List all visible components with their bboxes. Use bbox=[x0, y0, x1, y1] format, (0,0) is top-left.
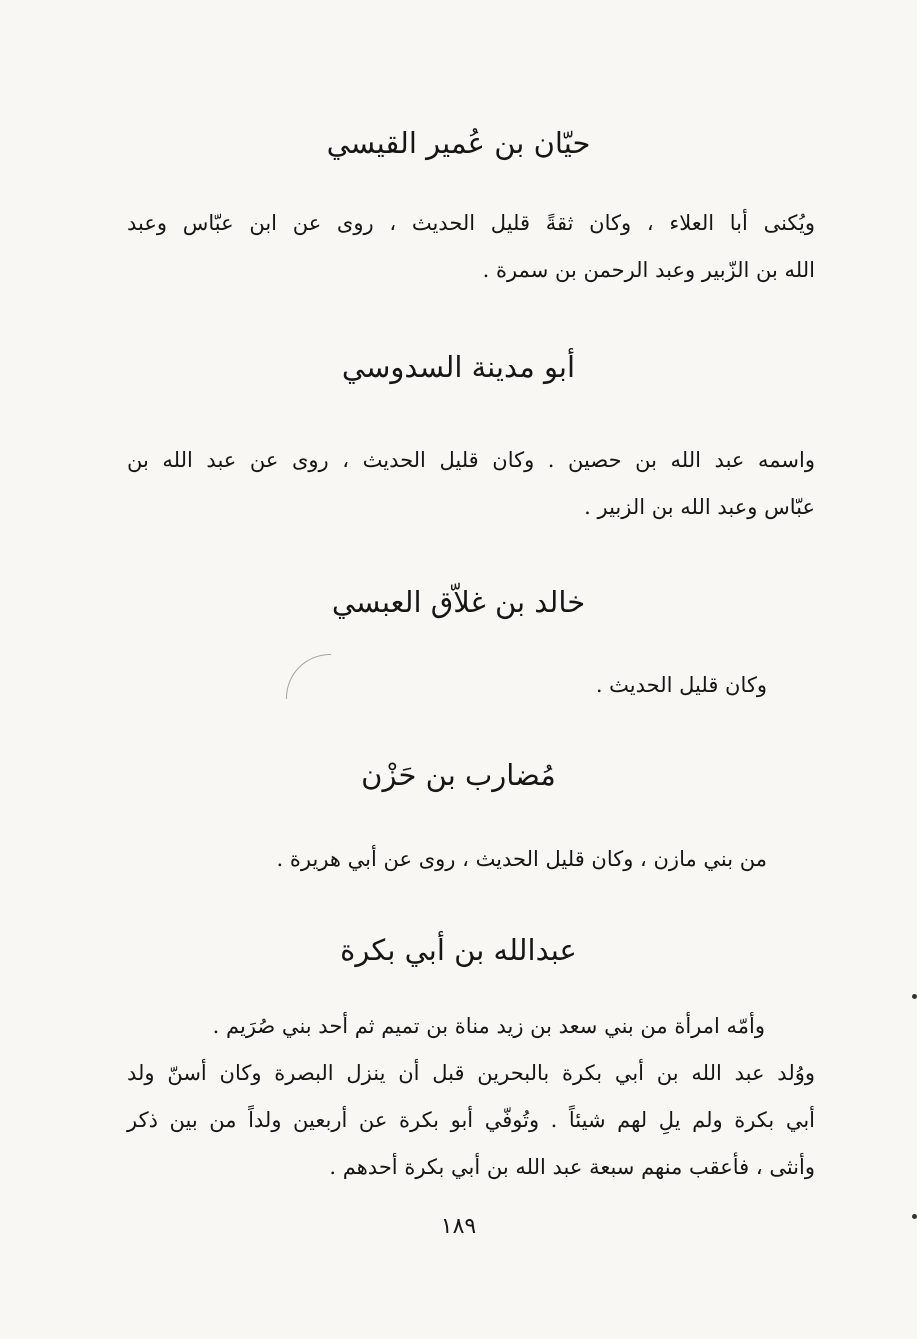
section-title: مُضارب بن حَزْن bbox=[361, 758, 556, 792]
scan-mark bbox=[286, 654, 331, 699]
section-title: حيّان بن عُمير القيسي bbox=[326, 126, 591, 160]
section-title: خالد بن غلاّق العبسي bbox=[331, 585, 586, 619]
paragraph-line: ويُكنى أبا العلاء ، وكان ثقةً قليل الحديث ، روى عن ابن عبّاس وعبد bbox=[127, 211, 815, 235]
scan-dot bbox=[912, 994, 917, 999]
paragraph-line: واسمه عبد الله بن حصين . وكان قليل الحديث ، روى عن عبد الله بن bbox=[127, 448, 815, 472]
paragraph-line: وأنثى ، فأعقب منهم سبعة عبد الله بن أبي بكرة أحدهم . bbox=[329, 1155, 815, 1179]
page-number: ١٨٩ bbox=[440, 1214, 477, 1239]
section-paragraph bbox=[127, 1003, 815, 1191]
scan-dot bbox=[912, 1214, 917, 1219]
section-paragraph bbox=[127, 437, 815, 531]
section-paragraph bbox=[127, 836, 767, 883]
paragraph-line: عبّاس وعبد الله بن الزبير . bbox=[584, 495, 815, 519]
section-paragraph bbox=[127, 662, 767, 709]
paragraph-line: أبي بكرة ولم يلِ لهم شيئاً . وتُوفّي أبو بكرة عن أربعين ولداً من بين ذكر bbox=[127, 1108, 815, 1132]
paragraph-line: وكان قليل الحديث . bbox=[595, 673, 767, 697]
paragraph-line: الله بن الزّبير وعبد الرحمن بن سمرة . bbox=[482, 258, 815, 282]
section-title: أبو مدينة السدوسي bbox=[341, 350, 576, 384]
paragraph-line: وأمّه امرأة من بني سعد بن زيد مناة بن تميم ثم أحد بني صُرَيم . bbox=[212, 1014, 765, 1038]
paragraph-line: ووُلد عبد الله بن أبي بكرة بالبحرين قبل أن ينزل البصرة وكان أسنّ ولد bbox=[127, 1061, 815, 1085]
paragraph-line: من بني مازن ، وكان قليل الحديث ، روى عن أبي هريرة . bbox=[276, 847, 767, 871]
section-title: عبدالله بن أبي بكرة bbox=[340, 933, 577, 967]
section-paragraph bbox=[127, 200, 815, 294]
